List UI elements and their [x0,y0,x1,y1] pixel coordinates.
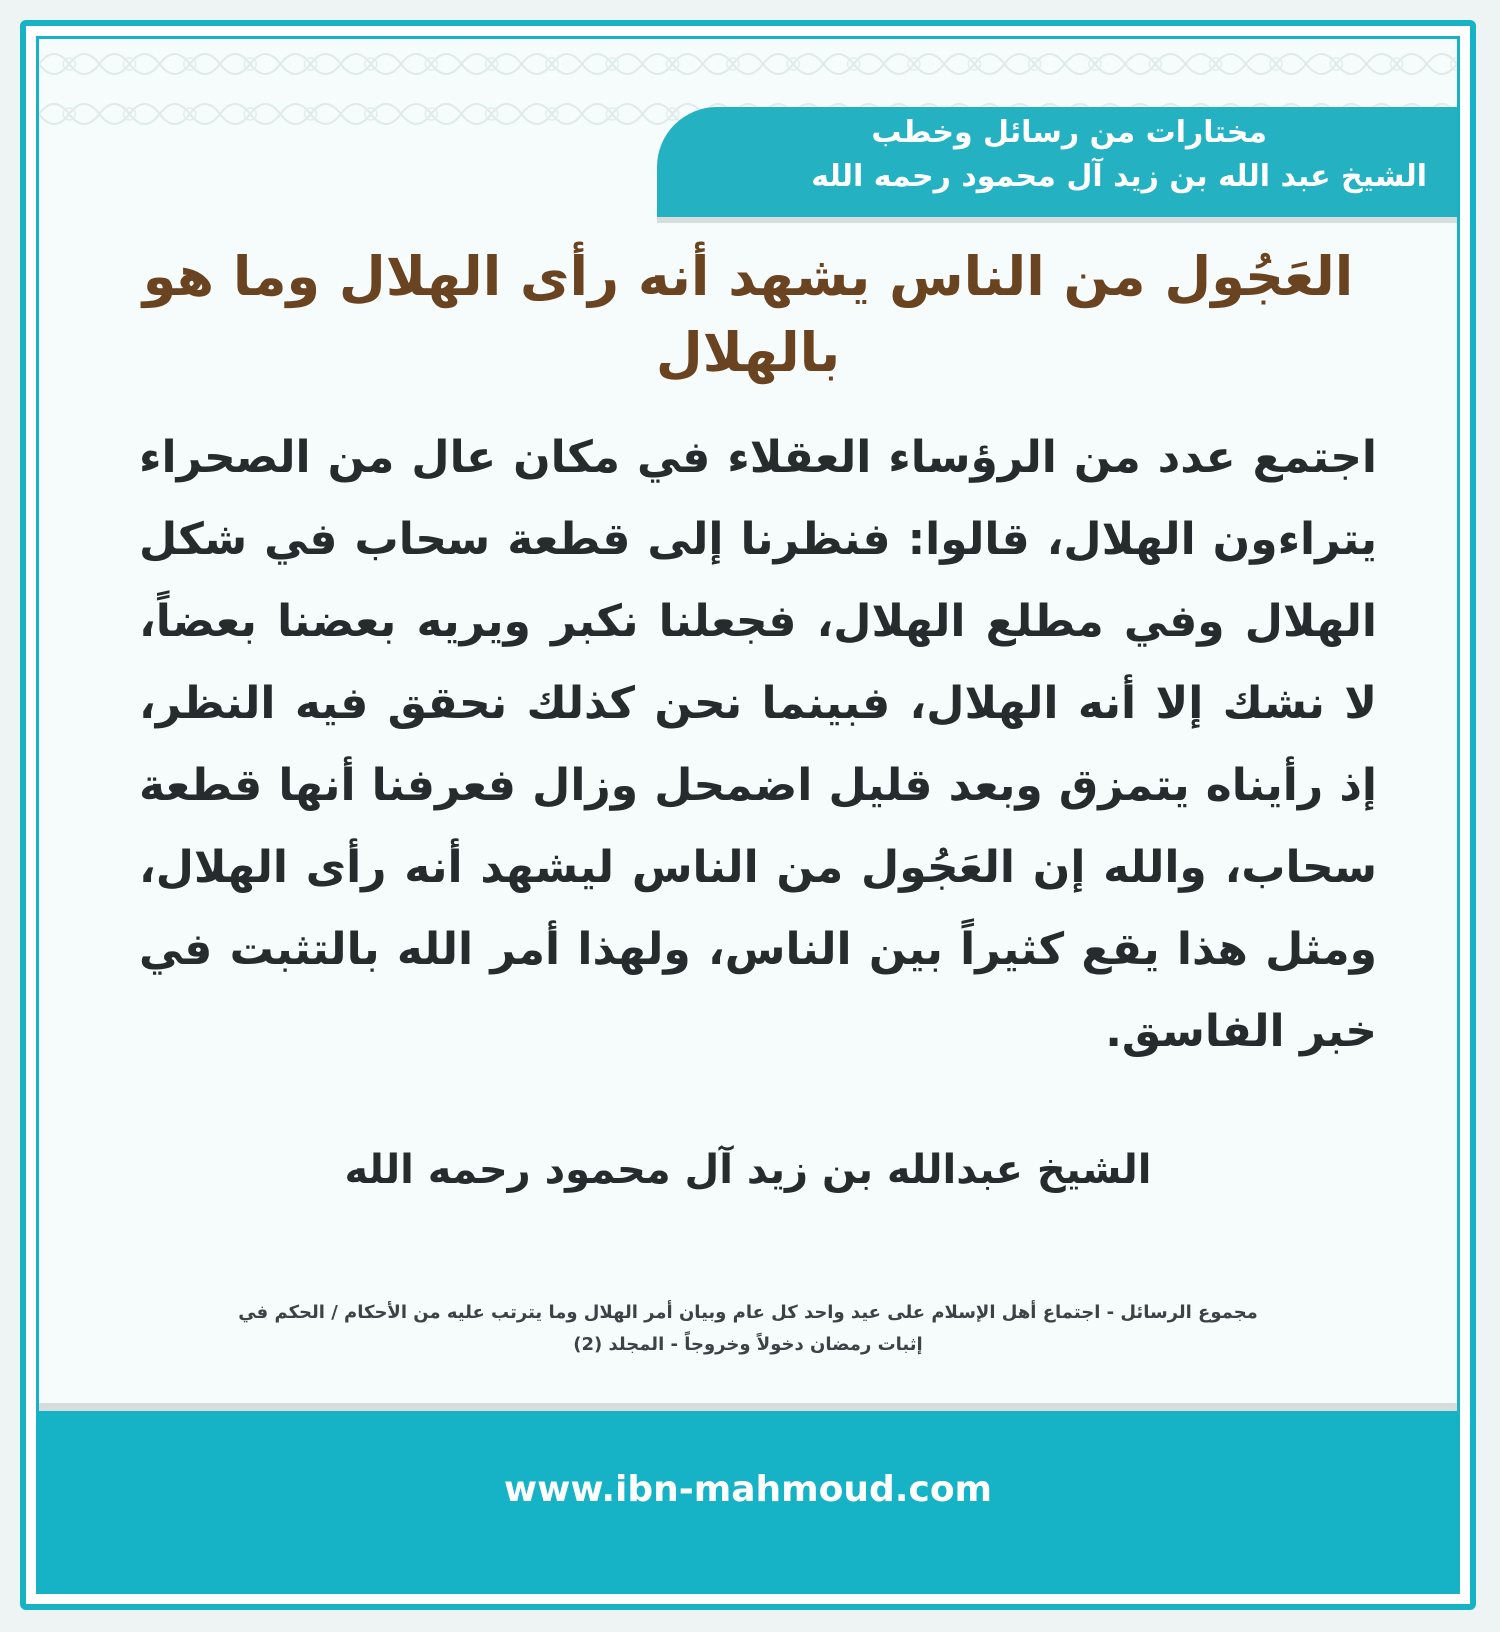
header-author-name: الشيخ عبد الله بن زيد آل محمود رحمه الله [811,159,1427,194]
reference-line-1: مجموع الرسائل - اجتماع أهل الإسلام على عيد واحد كل عام وبيان أمر الهلال وما يترتب عليه من الأحكام / الحكم في [238,1302,1258,1323]
header-banner [657,107,1457,217]
page-title: العَجُول من الناس يشهد أنه رأى الهلال وما هو بالهلال [142,245,1354,384]
header-collection-title: مختارات من رسائل وخطب [871,115,1267,150]
footer-band [39,1403,1457,1594]
inner-frame [36,36,1460,1594]
outer-frame [20,20,1476,1610]
website-link[interactable]: www.ibn-mahmoud.com [503,1469,993,1510]
reference-line-2: إثبات رمضان دخولاً وخروجاً - المجلد (2) [573,1334,923,1355]
author-signature: الشيخ عبدالله بن زيد آل محمود رحمه الله [344,1147,1152,1193]
source-reference [149,1297,1347,1361]
article-body: اجتمع عدد من الرؤساء العقلاء في مكان عال من الصحراء يتراءون الهلال، قالوا: فنظرنا إلى قطعة سحاب في شكل الهلال وفي مطلع الهلال، فجعلنا نكبر ويريه بعضنا بعضاً، لا نشك إلا أنه الهلال، فبينما نحن كذلك نحقق فيه النظر، إذ رأيناه يتمزق وبعد قليل اضمحل وزال فعرفنا أنها قطعة سحاب، والله إن العَجُول من الناس ليشهد أنه رأى الهلال، ومثل هذا يقع كثيراً بين الناس، ولهذا أمر الله بالتثبت في خبر الفاسق. [139,432,1377,1057]
